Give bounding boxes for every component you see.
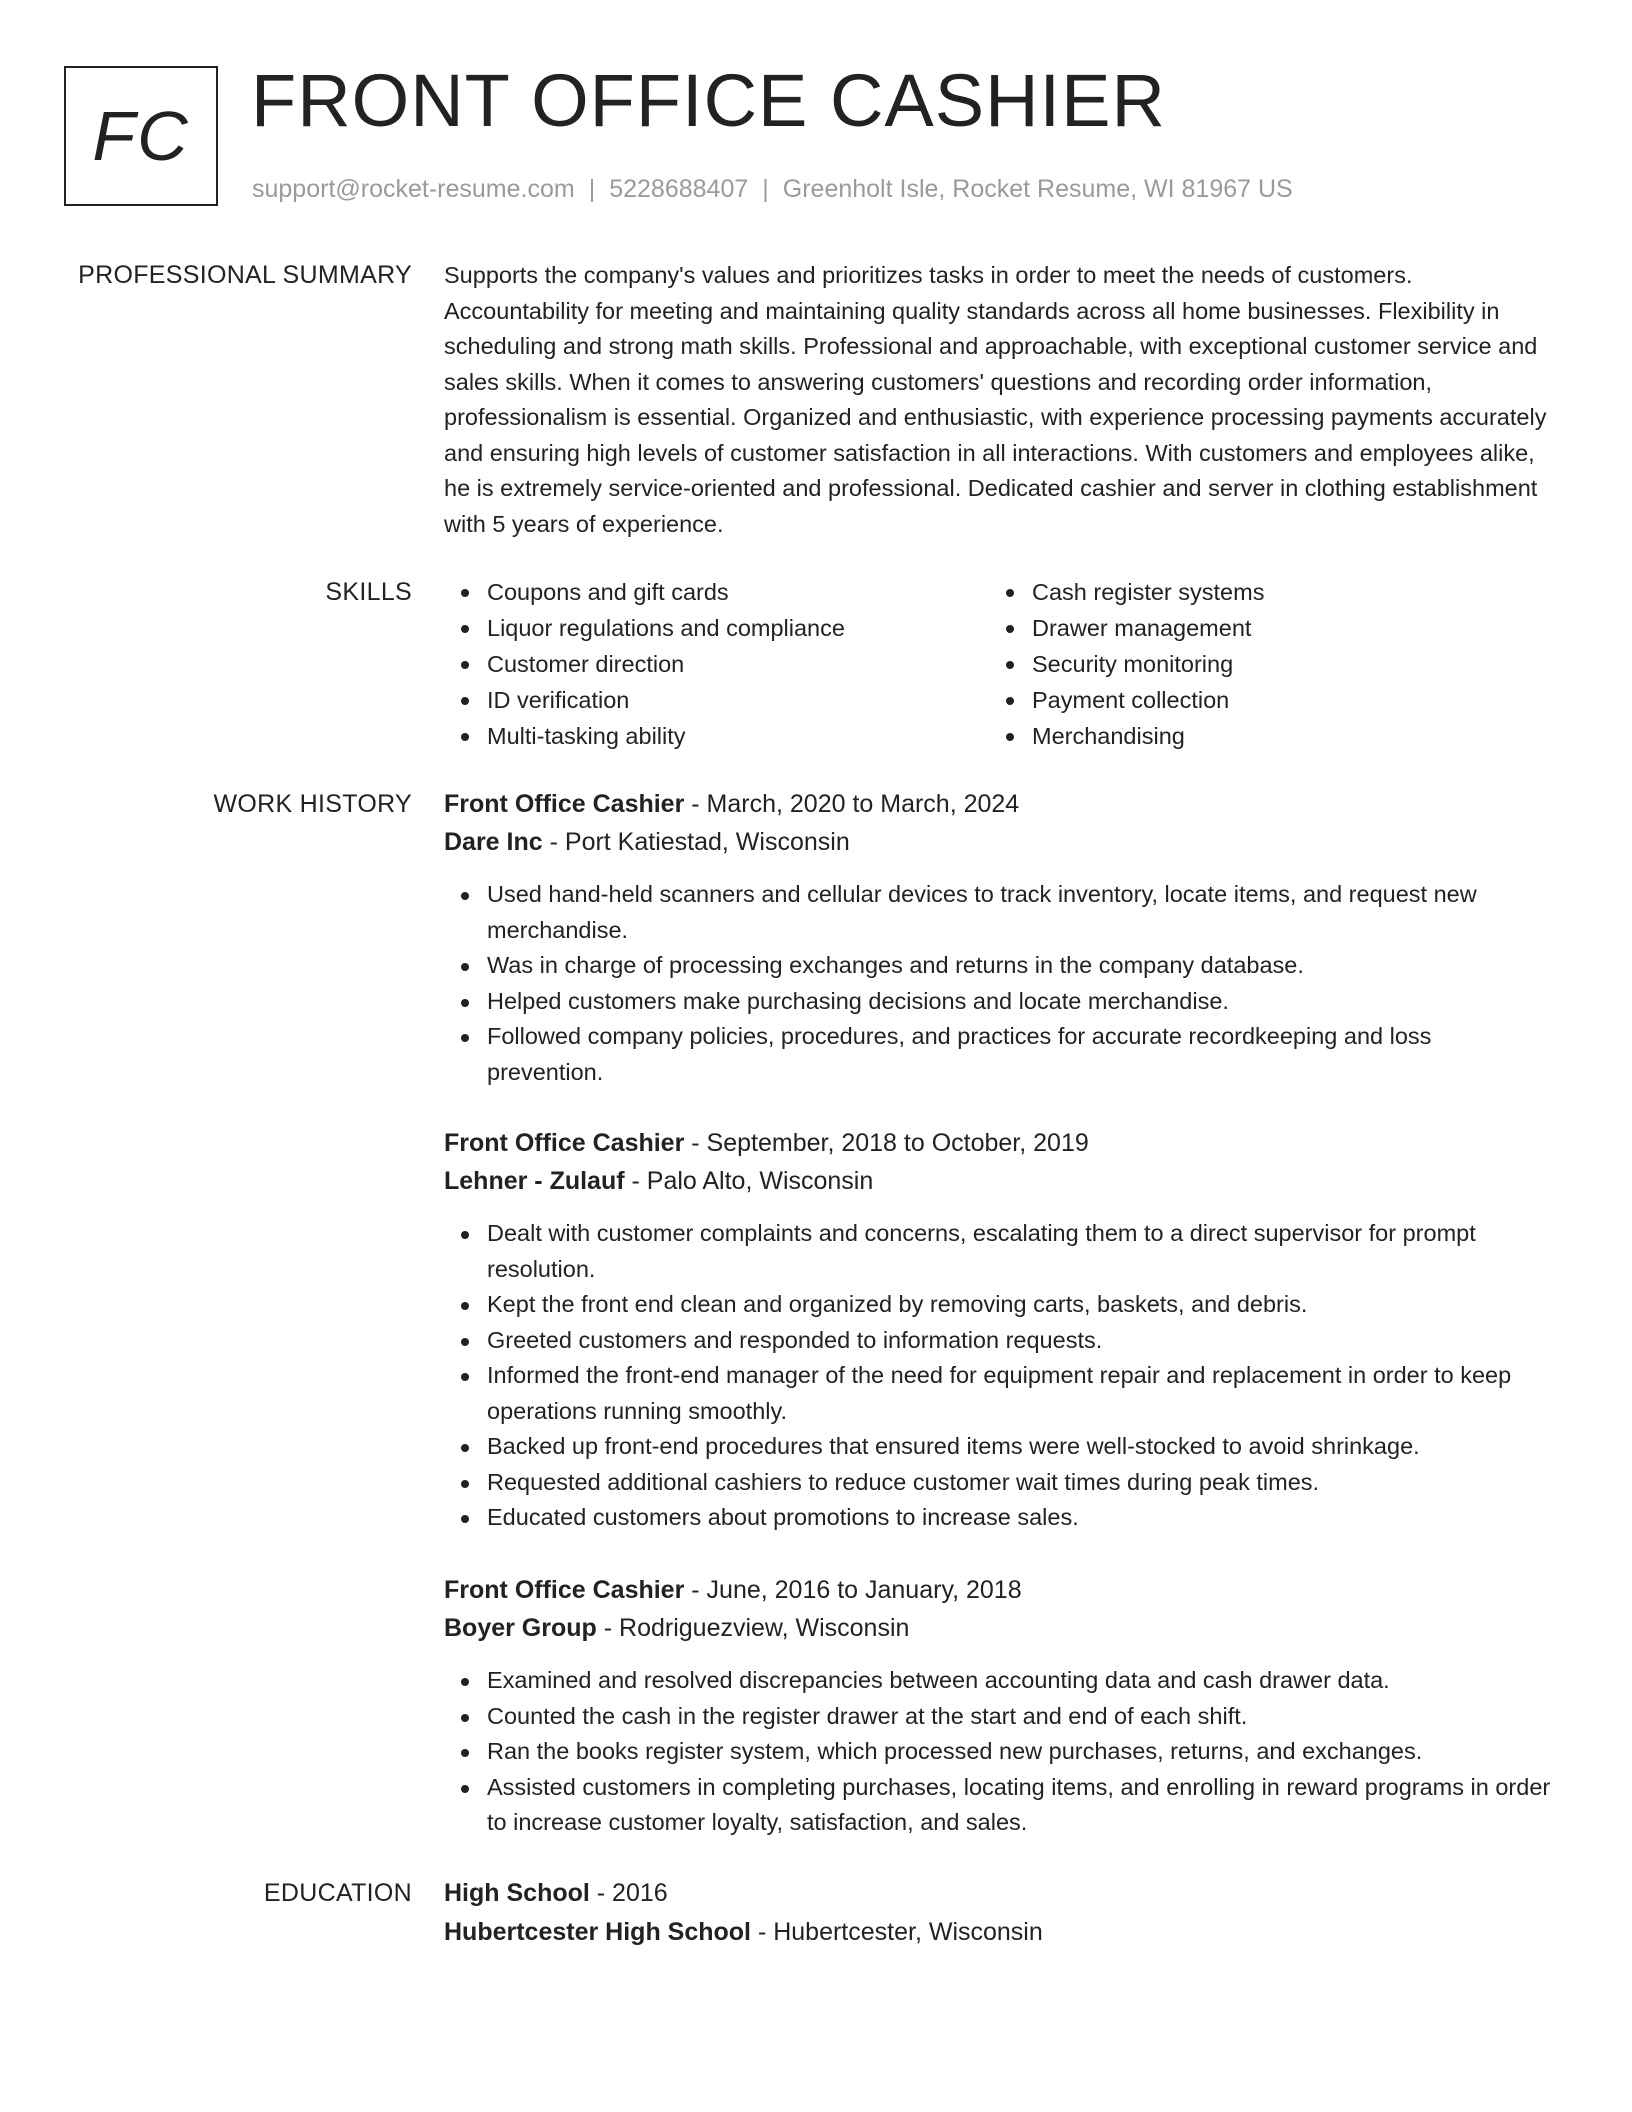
section-label-education: EDUCATION: [263, 1879, 412, 1907]
skill-item: Cash register systems: [989, 574, 1534, 610]
job-duty: Informed the front-end manager of the need for equipment repair and replacement in order to keep operations running smoothly.: [444, 1358, 1554, 1429]
skill-item: ID verification: [444, 682, 989, 718]
job-duty: Ran the books register system, which processed new purchases, returns, and exchanges.: [444, 1734, 1554, 1770]
skill-item: Drawer management: [989, 610, 1534, 646]
skills-list-right: [989, 574, 1534, 754]
section-label-skills: SKILLS: [325, 578, 412, 606]
job-title-line: [444, 1124, 1554, 1162]
job-company-line: [444, 823, 1554, 861]
contact-address: Greenholt Isle, Rocket Resume, WI 81967 US: [782, 175, 1293, 203]
job-duty: Requested additional cashiers to reduce customer wait times during peak times.: [444, 1465, 1554, 1501]
job-dates: - September, 2018 to October, 2019: [684, 1129, 1089, 1157]
job-entry: [444, 1571, 1554, 1841]
job-duty: Educated customers about promotions to increase sales.: [444, 1500, 1554, 1536]
job-duties-list: [444, 877, 1554, 1090]
contact-separator: |: [762, 175, 769, 203]
job-company: Dare Inc: [444, 828, 543, 856]
contact-separator: |: [588, 175, 596, 203]
skill-item: Coupons and gift cards: [444, 574, 989, 610]
education-school: Hubertcester High School: [444, 1918, 751, 1946]
job-company-line: [444, 1609, 1554, 1647]
education-degree: High School: [444, 1879, 590, 1907]
job-duties-list: [444, 1216, 1554, 1536]
job-duty: Examined and resolved discrepancies between accounting data and cash drawer data.: [444, 1663, 1554, 1699]
job-entry: [444, 1124, 1554, 1536]
job-dates: - March, 2020 to March, 2024: [684, 790, 1020, 818]
job-duty: Followed company policies, procedures, and practices for accurate recordkeeping and loss prevention.: [444, 1019, 1554, 1090]
summary-section: [444, 258, 1554, 542]
education-year: - 2016: [589, 1879, 668, 1907]
job-location: - Rodriguezview, Wisconsin: [596, 1614, 910, 1642]
monogram-initials: FC: [92, 97, 190, 175]
job-title: Front Office Cashier: [444, 790, 685, 818]
skills-section: [444, 574, 1554, 754]
job-duty: Used hand-held scanners and cellular devices to track inventory, locate items, and request new merchandise.: [444, 877, 1554, 948]
skill-item: Payment collection: [989, 682, 1534, 718]
job-company-line: [444, 1162, 1554, 1200]
contact-email[interactable]: support@rocket-resume.com: [252, 175, 575, 203]
section-label-work-history: WORK HISTORY: [213, 790, 412, 818]
job-duty: Kept the front end clean and organized by removing carts, baskets, and debris.: [444, 1287, 1554, 1323]
contact-phone[interactable]: 5228688407: [609, 175, 749, 203]
job-duty: Backed up front-end procedures that ensured items were well-stocked to avoid shrinkage.: [444, 1429, 1554, 1465]
monogram-box: [64, 66, 218, 206]
education-entry: [444, 1874, 1554, 1952]
job-duty: Was in charge of processing exchanges and returns in the company database.: [444, 948, 1554, 984]
education-school-line: [444, 1913, 1554, 1952]
education-degree-line: [444, 1874, 1554, 1913]
summary-text: Supports the company's values and prioritizes tasks in order to meet the needs of customers. Accountability for meeting and maintaining quality standards across all home businesses. Flexibility in scheduling and strong math skills. Professional and approachable, with exceptional customer service and sales skills. When it comes to answering customers' questions and recording order information, professionalism is essential. Organized and enthusiastic, with experience processing payments accurately and ensuring high levels of customer satisfaction in all interactions. With customers and employees alike, he is extremely service-oriented and professional. Dedicated cashier and server in clothing establishment with 5 years of experience.: [444, 262, 1547, 537]
job-duty: Greeted customers and responded to information requests.: [444, 1323, 1554, 1359]
skills-list-left: [444, 574, 989, 754]
job-location: - Port Katiestad, Wisconsin: [542, 828, 850, 856]
skill-item: Liquor regulations and compliance: [444, 610, 989, 646]
skill-item: Security monitoring: [989, 646, 1534, 682]
job-title-line: [444, 1571, 1554, 1609]
job-duty: Helped customers make purchasing decisions and locate merchandise.: [444, 984, 1554, 1020]
job-title-line: [444, 785, 1554, 823]
job-duties-list: [444, 1663, 1554, 1841]
skill-item: Multi-tasking ability: [444, 718, 989, 754]
job-title: Front Office Cashier: [444, 1576, 685, 1604]
job-duty: Counted the cash in the register drawer at the start and end of each shift.: [444, 1699, 1554, 1735]
job-entry: [444, 785, 1554, 1090]
job-title: Front Office Cashier: [444, 1129, 685, 1157]
skill-item: Customer direction: [444, 646, 989, 682]
job-company: Lehner - Zulauf: [444, 1167, 625, 1195]
contact-line: [252, 174, 1293, 204]
skill-item: Merchandising: [989, 718, 1534, 754]
job-company: Boyer Group: [444, 1614, 597, 1642]
job-duty: Assisted customers in completing purchases, locating items, and enrolling in reward programs in order to increase customer loyalty, satisfaction, and sales.: [444, 1770, 1554, 1841]
section-label-summary: PROFESSIONAL SUMMARY: [78, 261, 412, 289]
resume-name: FRONT OFFICE CASHIER: [251, 59, 1166, 142]
job-location: - Palo Alto, Wisconsin: [624, 1167, 874, 1195]
job-duty: Dealt with customer complaints and concerns, escalating them to a direct supervisor for prompt resolution.: [444, 1216, 1554, 1287]
education-location: - Hubertcester, Wisconsin: [751, 1918, 1043, 1946]
job-dates: - June, 2016 to January, 2018: [684, 1576, 1022, 1604]
